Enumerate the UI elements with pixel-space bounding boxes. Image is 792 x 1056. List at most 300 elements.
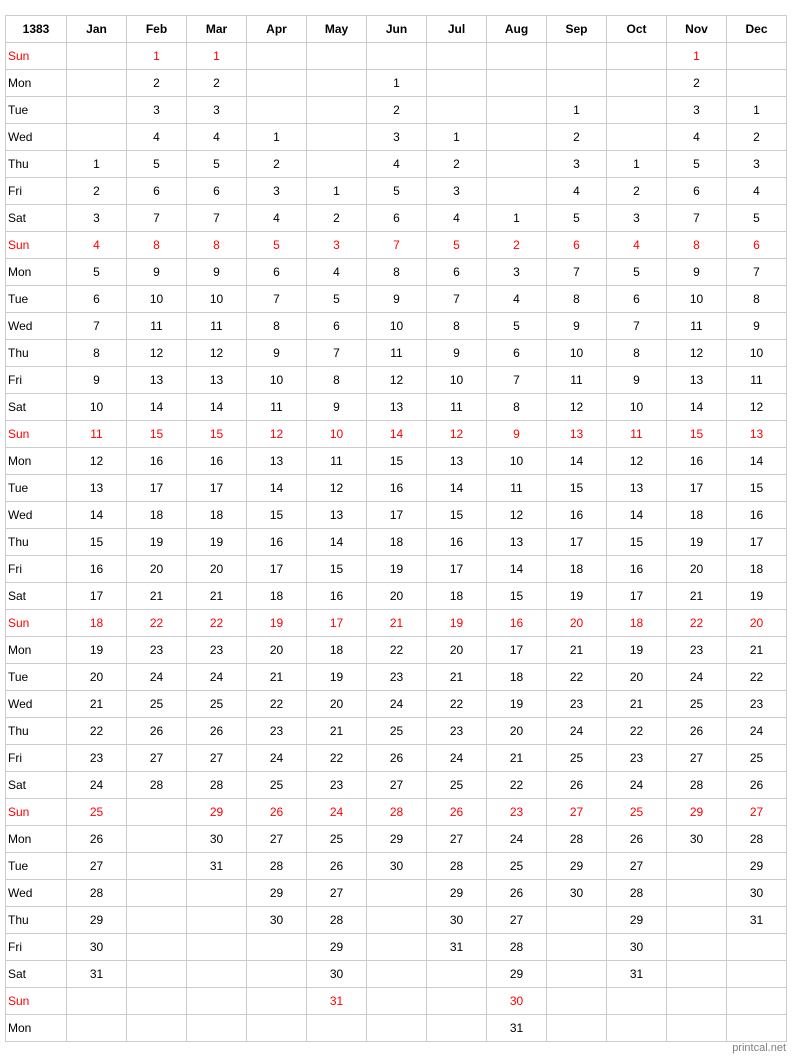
date-cell: 25 [487, 853, 547, 880]
date-cell [667, 1015, 727, 1042]
date-cell [607, 43, 667, 70]
weekday-label: Fri [6, 934, 67, 961]
date-cell: 25 [247, 772, 307, 799]
weekday-label: Sun [6, 610, 67, 637]
date-cell: 27 [67, 853, 127, 880]
date-cell: 31 [607, 961, 667, 988]
date-cell [67, 43, 127, 70]
date-cell: 7 [547, 259, 607, 286]
date-cell: 23 [127, 637, 187, 664]
date-cell: 5 [67, 259, 127, 286]
date-cell: 13 [667, 367, 727, 394]
date-cell: 12 [667, 340, 727, 367]
month-header-jan: Jan [67, 16, 127, 43]
date-cell: 6 [187, 178, 247, 205]
date-cell: 17 [607, 583, 667, 610]
date-cell [607, 70, 667, 97]
date-cell: 18 [547, 556, 607, 583]
date-cell: 27 [427, 826, 487, 853]
date-cell: 4 [367, 151, 427, 178]
weekday-label: Tue [6, 664, 67, 691]
date-cell: 13 [547, 421, 607, 448]
weekday-label: Sat [6, 772, 67, 799]
date-cell: 27 [127, 745, 187, 772]
date-cell [367, 907, 427, 934]
date-cell: 15 [667, 421, 727, 448]
date-cell: 6 [487, 340, 547, 367]
date-cell: 18 [607, 610, 667, 637]
week-row [6, 286, 787, 313]
date-cell: 9 [127, 259, 187, 286]
date-cell: 26 [67, 826, 127, 853]
date-cell: 4 [727, 178, 787, 205]
date-cell: 30 [187, 826, 247, 853]
date-cell [247, 1015, 307, 1042]
date-cell [487, 178, 547, 205]
date-cell: 1 [727, 97, 787, 124]
date-cell: 14 [67, 502, 127, 529]
date-cell: 22 [487, 772, 547, 799]
date-cell [427, 988, 487, 1015]
date-cell: 11 [247, 394, 307, 421]
date-cell: 20 [607, 664, 667, 691]
date-cell: 10 [607, 394, 667, 421]
date-cell [367, 1015, 427, 1042]
date-cell [427, 97, 487, 124]
date-cell: 20 [367, 583, 427, 610]
date-cell: 9 [607, 367, 667, 394]
date-cell: 10 [547, 340, 607, 367]
week-row [6, 610, 787, 637]
week-row [6, 691, 787, 718]
date-cell: 13 [187, 367, 247, 394]
date-cell: 10 [727, 340, 787, 367]
date-cell [367, 988, 427, 1015]
week-row [6, 178, 787, 205]
date-cell: 5 [607, 259, 667, 286]
weekday-label: Wed [6, 313, 67, 340]
date-cell: 27 [307, 880, 367, 907]
date-cell: 12 [607, 448, 667, 475]
date-cell: 8 [487, 394, 547, 421]
date-cell: 26 [607, 826, 667, 853]
date-cell: 28 [487, 934, 547, 961]
date-cell [67, 1015, 127, 1042]
date-cell: 5 [367, 178, 427, 205]
date-cell [487, 124, 547, 151]
date-cell: 28 [607, 880, 667, 907]
date-cell: 7 [247, 286, 307, 313]
date-cell: 16 [127, 448, 187, 475]
date-cell [127, 880, 187, 907]
date-cell: 21 [247, 664, 307, 691]
calendar-table [5, 15, 787, 1042]
month-header-dec: Dec [727, 16, 787, 43]
date-cell: 20 [67, 664, 127, 691]
date-cell: 10 [67, 394, 127, 421]
date-cell [247, 70, 307, 97]
year-header: 1383 [6, 16, 67, 43]
date-cell [727, 1015, 787, 1042]
month-header-nov: Nov [667, 16, 727, 43]
date-cell: 10 [667, 286, 727, 313]
date-cell [247, 988, 307, 1015]
date-cell [667, 988, 727, 1015]
date-cell: 26 [247, 799, 307, 826]
date-cell: 7 [427, 286, 487, 313]
date-cell: 7 [667, 205, 727, 232]
week-row [6, 664, 787, 691]
date-cell [127, 907, 187, 934]
week-row [6, 772, 787, 799]
week-row [6, 421, 787, 448]
date-cell: 17 [67, 583, 127, 610]
date-cell [187, 1015, 247, 1042]
weekday-label: Fri [6, 745, 67, 772]
date-cell: 1 [187, 43, 247, 70]
weekday-label: Thu [6, 151, 67, 178]
week-row [6, 259, 787, 286]
week-row [6, 529, 787, 556]
date-cell [367, 880, 427, 907]
date-cell: 18 [127, 502, 187, 529]
weekday-label: Sun [6, 799, 67, 826]
date-cell: 17 [427, 556, 487, 583]
week-row [6, 205, 787, 232]
date-cell: 25 [367, 718, 427, 745]
date-cell: 10 [307, 421, 367, 448]
month-header-jun: Jun [367, 16, 427, 43]
date-cell: 17 [127, 475, 187, 502]
weekday-label: Sat [6, 394, 67, 421]
date-cell: 19 [547, 583, 607, 610]
date-cell: 21 [727, 637, 787, 664]
date-cell: 28 [307, 907, 367, 934]
date-cell: 3 [427, 178, 487, 205]
weekday-label: Thu [6, 340, 67, 367]
date-cell: 5 [427, 232, 487, 259]
date-cell [547, 907, 607, 934]
date-cell: 21 [367, 610, 427, 637]
date-cell: 25 [607, 799, 667, 826]
date-cell: 27 [667, 745, 727, 772]
date-cell: 31 [307, 988, 367, 1015]
date-cell: 29 [667, 799, 727, 826]
weekday-label: Sun [6, 421, 67, 448]
date-cell: 14 [127, 394, 187, 421]
date-cell: 26 [727, 772, 787, 799]
date-cell: 13 [607, 475, 667, 502]
date-cell: 17 [247, 556, 307, 583]
month-header-apr: Apr [247, 16, 307, 43]
date-cell: 6 [427, 259, 487, 286]
date-cell: 23 [247, 718, 307, 745]
date-cell: 16 [487, 610, 547, 637]
date-cell: 4 [427, 205, 487, 232]
month-header-aug: Aug [487, 16, 547, 43]
date-cell: 31 [427, 934, 487, 961]
date-cell: 2 [547, 124, 607, 151]
date-cell: 21 [127, 583, 187, 610]
date-cell: 6 [307, 313, 367, 340]
date-cell: 8 [67, 340, 127, 367]
date-cell: 29 [307, 934, 367, 961]
date-cell: 14 [427, 475, 487, 502]
date-cell: 17 [367, 502, 427, 529]
date-cell: 10 [487, 448, 547, 475]
date-cell: 1 [547, 97, 607, 124]
date-cell: 1 [607, 151, 667, 178]
date-cell: 30 [727, 880, 787, 907]
date-cell: 11 [307, 448, 367, 475]
date-cell: 26 [427, 799, 487, 826]
week-row [6, 583, 787, 610]
weekday-label: Sat [6, 961, 67, 988]
date-cell: 15 [427, 502, 487, 529]
date-cell: 28 [427, 853, 487, 880]
date-cell [187, 934, 247, 961]
date-cell: 10 [367, 313, 427, 340]
date-cell: 26 [367, 745, 427, 772]
date-cell [127, 934, 187, 961]
date-cell: 23 [187, 637, 247, 664]
date-cell: 9 [667, 259, 727, 286]
date-cell: 24 [247, 745, 307, 772]
date-cell: 25 [727, 745, 787, 772]
weekday-label: Sun [6, 232, 67, 259]
date-cell [547, 961, 607, 988]
date-cell: 12 [187, 340, 247, 367]
date-cell: 15 [67, 529, 127, 556]
date-cell: 8 [187, 232, 247, 259]
date-cell: 8 [307, 367, 367, 394]
date-cell [247, 97, 307, 124]
date-cell: 17 [667, 475, 727, 502]
date-cell: 3 [547, 151, 607, 178]
date-cell: 22 [427, 691, 487, 718]
date-cell: 3 [307, 232, 367, 259]
weekday-label: Fri [6, 367, 67, 394]
date-cell: 14 [247, 475, 307, 502]
date-cell: 1 [367, 70, 427, 97]
week-row [6, 151, 787, 178]
date-cell: 25 [67, 799, 127, 826]
date-cell: 5 [127, 151, 187, 178]
weekday-label: Thu [6, 529, 67, 556]
date-cell: 12 [67, 448, 127, 475]
date-cell: 18 [427, 583, 487, 610]
date-cell: 23 [667, 637, 727, 664]
date-cell: 3 [127, 97, 187, 124]
date-cell [727, 961, 787, 988]
date-cell: 1 [667, 43, 727, 70]
date-cell: 2 [67, 178, 127, 205]
date-cell: 14 [727, 448, 787, 475]
week-row [6, 826, 787, 853]
date-cell [667, 934, 727, 961]
month-header-oct: Oct [607, 16, 667, 43]
date-cell: 17 [727, 529, 787, 556]
date-cell: 9 [427, 340, 487, 367]
date-cell: 7 [127, 205, 187, 232]
date-cell [547, 934, 607, 961]
date-cell [67, 124, 127, 151]
date-cell: 31 [187, 853, 247, 880]
date-cell: 13 [127, 367, 187, 394]
date-cell: 7 [307, 340, 367, 367]
date-cell: 30 [427, 907, 487, 934]
date-cell: 12 [427, 421, 487, 448]
date-cell: 16 [547, 502, 607, 529]
date-cell: 13 [67, 475, 127, 502]
date-cell: 23 [607, 745, 667, 772]
date-cell: 5 [307, 286, 367, 313]
date-cell: 8 [667, 232, 727, 259]
date-cell [427, 1015, 487, 1042]
date-cell: 16 [607, 556, 667, 583]
date-cell: 30 [307, 961, 367, 988]
date-cell: 29 [247, 880, 307, 907]
date-cell: 20 [547, 610, 607, 637]
date-cell: 12 [307, 475, 367, 502]
week-row [6, 97, 787, 124]
date-cell: 22 [127, 610, 187, 637]
week-row [6, 313, 787, 340]
date-cell [727, 934, 787, 961]
weekday-label: Sun [6, 988, 67, 1015]
weekday-label: Mon [6, 70, 67, 97]
date-cell: 18 [307, 637, 367, 664]
date-cell: 18 [487, 664, 547, 691]
date-cell: 8 [607, 340, 667, 367]
date-cell [127, 799, 187, 826]
date-cell: 5 [667, 151, 727, 178]
date-cell [307, 124, 367, 151]
date-cell: 2 [607, 178, 667, 205]
date-cell: 12 [127, 340, 187, 367]
week-row [6, 853, 787, 880]
date-cell: 31 [67, 961, 127, 988]
date-cell [67, 988, 127, 1015]
date-cell [367, 934, 427, 961]
date-cell: 11 [487, 475, 547, 502]
date-cell [487, 151, 547, 178]
date-cell: 11 [427, 394, 487, 421]
week-row [6, 961, 787, 988]
date-cell [367, 961, 427, 988]
week-row [6, 907, 787, 934]
week-row [6, 340, 787, 367]
date-cell: 22 [307, 745, 367, 772]
date-cell: 3 [367, 124, 427, 151]
date-cell: 22 [607, 718, 667, 745]
date-cell: 21 [667, 583, 727, 610]
date-cell: 24 [67, 772, 127, 799]
month-header-sep: Sep [547, 16, 607, 43]
date-cell: 23 [547, 691, 607, 718]
date-cell: 24 [607, 772, 667, 799]
date-cell: 6 [667, 178, 727, 205]
date-cell: 9 [487, 421, 547, 448]
date-cell: 9 [247, 340, 307, 367]
date-cell [727, 988, 787, 1015]
date-cell: 18 [187, 502, 247, 529]
date-cell: 13 [367, 394, 427, 421]
date-cell: 16 [367, 475, 427, 502]
date-cell [667, 853, 727, 880]
date-cell: 19 [367, 556, 427, 583]
date-cell: 20 [307, 691, 367, 718]
date-cell [67, 97, 127, 124]
date-cell: 15 [547, 475, 607, 502]
month-header-jul: Jul [427, 16, 487, 43]
date-cell: 3 [187, 97, 247, 124]
week-row [6, 745, 787, 772]
date-cell: 6 [127, 178, 187, 205]
week-row [6, 1015, 787, 1042]
date-cell: 3 [67, 205, 127, 232]
date-cell: 22 [187, 610, 247, 637]
date-cell: 28 [67, 880, 127, 907]
date-cell: 19 [427, 610, 487, 637]
weekday-label: Tue [6, 475, 67, 502]
date-cell: 4 [667, 124, 727, 151]
date-cell: 4 [67, 232, 127, 259]
date-cell: 9 [67, 367, 127, 394]
date-cell [127, 961, 187, 988]
date-cell: 13 [427, 448, 487, 475]
date-cell: 13 [307, 502, 367, 529]
date-cell: 3 [487, 259, 547, 286]
date-cell: 23 [487, 799, 547, 826]
date-cell: 9 [307, 394, 367, 421]
date-cell: 3 [247, 178, 307, 205]
date-cell: 4 [307, 259, 367, 286]
weekday-label: Wed [6, 880, 67, 907]
date-cell: 5 [547, 205, 607, 232]
date-cell [307, 43, 367, 70]
date-cell: 14 [547, 448, 607, 475]
date-cell: 2 [367, 97, 427, 124]
date-cell: 2 [247, 151, 307, 178]
date-cell: 15 [727, 475, 787, 502]
date-cell: 9 [547, 313, 607, 340]
date-cell: 7 [67, 313, 127, 340]
date-cell: 8 [427, 313, 487, 340]
week-row [6, 70, 787, 97]
date-cell: 28 [187, 772, 247, 799]
month-header-may: May [307, 16, 367, 43]
date-cell: 22 [67, 718, 127, 745]
date-cell: 16 [307, 583, 367, 610]
date-cell: 1 [67, 151, 127, 178]
date-cell: 29 [427, 880, 487, 907]
date-cell: 30 [667, 826, 727, 853]
date-cell: 1 [487, 205, 547, 232]
weekday-label: Fri [6, 178, 67, 205]
month-header-feb: Feb [127, 16, 187, 43]
date-cell: 19 [667, 529, 727, 556]
date-cell: 28 [727, 826, 787, 853]
date-cell [187, 907, 247, 934]
date-cell: 14 [307, 529, 367, 556]
date-cell: 16 [187, 448, 247, 475]
date-cell: 4 [487, 286, 547, 313]
date-cell: 16 [727, 502, 787, 529]
week-row [6, 934, 787, 961]
date-cell: 17 [307, 610, 367, 637]
date-cell: 24 [307, 799, 367, 826]
